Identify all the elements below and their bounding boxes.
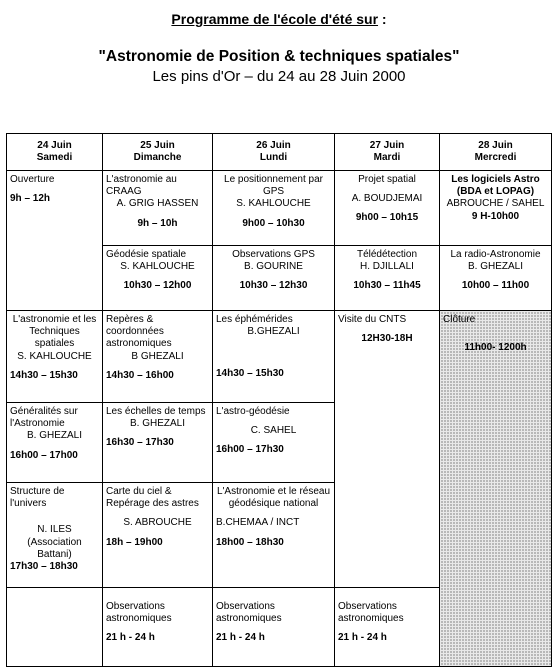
session-reference-frames	[103, 311, 213, 403]
session-astronomy-generalities	[7, 403, 103, 483]
session-title: Observations GPS	[232, 249, 315, 260]
session-time: 11h00- 1200h	[464, 342, 527, 354]
session-speaker: B. GOURINE	[244, 261, 303, 273]
session-closing	[440, 311, 552, 667]
day-header-saturday	[7, 134, 103, 171]
day-name: Mercredi	[474, 152, 517, 163]
session-speaker: B GHEZALI	[131, 350, 184, 362]
session-time: 14h30 – 16h00	[106, 369, 174, 381]
session-speaker: B. GHEZALI	[129, 418, 185, 430]
session-opening	[7, 171, 103, 311]
session-time: 9h00 – 10h15	[355, 212, 419, 224]
session-remote-sensing	[335, 246, 440, 311]
day-header-sunday	[103, 134, 213, 171]
session-title: Carte du ciel & Repérage des astres	[106, 486, 199, 510]
session-speaker: S. ABROUCHE	[123, 517, 192, 529]
session-astro-geodesy	[213, 403, 335, 483]
document-subtitle: "Astronomie de Position & techniques spatiales"	[98, 48, 460, 65]
place-and-dates: Les pins d'Or – du 24 au 28 Juin 2000	[152, 68, 406, 85]
session-time: 9h – 12h	[10, 193, 51, 205]
day-header-monday	[213, 134, 335, 171]
document-title	[0, 11, 558, 27]
session-title: La radio-Astronomie	[450, 249, 541, 260]
session-title: Observations astronomiques	[106, 601, 172, 625]
empty-cell-saturday-evening	[7, 588, 103, 667]
session-time: 18h00 – 18h30	[216, 536, 284, 548]
session-time: 14h30 – 15h30	[10, 369, 78, 381]
session-title: Observations astronomiques	[216, 601, 282, 625]
session-speaker: S. KAHLOUCHE	[236, 198, 311, 210]
session-cnts-visit	[335, 311, 440, 588]
session-time: 17h30 – 18h30	[10, 560, 78, 572]
session-speaker: C. SAHEL	[250, 425, 297, 437]
session-time: 18h – 19h00	[106, 536, 163, 548]
session-title: Projet spatial	[358, 174, 416, 185]
day-header-wednesday	[440, 134, 552, 171]
session-affiliation: (Association Battani)	[27, 536, 82, 560]
session-speaker: B. GHEZALI	[467, 261, 523, 273]
session-title: Télédétection	[356, 249, 418, 260]
session-time: 21 h - 24 h	[216, 632, 265, 644]
day-date: 24 Juin	[37, 139, 72, 151]
session-geodetic-network	[213, 483, 335, 588]
session-title: L'astronomie et les Techniques spatiales	[12, 314, 97, 350]
session-title: Repères & coordonnées astronomiques	[106, 314, 172, 350]
session-title: Les éphémérides	[216, 314, 293, 325]
session-title: L'astronomie au CRAAG	[106, 174, 177, 198]
session-astronomy-space-techniques	[7, 311, 103, 403]
day-name: Mardi	[373, 152, 401, 163]
session-astro-software	[440, 171, 552, 246]
session-universe-structure	[7, 483, 103, 588]
session-title: Géodésie spatiale	[106, 249, 187, 260]
session-title: Généralités sur l'Astronomie	[10, 406, 78, 430]
session-time: 14h30 – 15h30	[216, 368, 284, 380]
session-time: 10h00 – 11h00	[461, 280, 530, 292]
session-speaker: B.GHEZALI	[247, 326, 300, 338]
session-time: 10h30 – 12h30	[239, 280, 308, 292]
session-speaker: S. KAHLOUCHE	[17, 350, 92, 362]
session-speaker: A. GRIG HASSEN	[116, 198, 199, 210]
session-ephemerides	[213, 311, 335, 403]
schedule-table	[6, 133, 552, 667]
session-title: Les logiciels Astro (BDA et LOPAG)	[451, 174, 540, 198]
session-time: 16h00 – 17h30	[216, 444, 284, 456]
session-observations-tuesday	[335, 588, 440, 667]
title-colon: :	[378, 11, 387, 27]
session-speaker: ABROUCHE / SAHEL	[446, 198, 545, 210]
session-title: Ouverture	[10, 174, 55, 185]
session-observations-monday	[213, 588, 335, 667]
session-sky-map	[103, 483, 213, 588]
session-time: 9h00 – 10h30	[242, 217, 305, 229]
day-name: Dimanche	[133, 152, 182, 163]
day-name: Lundi	[259, 152, 288, 163]
day-date: 26 Juin	[256, 139, 291, 151]
session-speaker: B.CHEMAA / INCT	[216, 517, 300, 529]
day-date: 25 Juin	[140, 139, 175, 151]
session-space-project	[335, 171, 440, 246]
session-time: 9h – 10h	[137, 217, 178, 229]
day-date: 27 Juin	[369, 139, 405, 151]
session-time: 12H30-18H	[361, 333, 413, 345]
session-time: 21 h - 24 h	[106, 632, 155, 644]
session-observations-sunday	[103, 588, 213, 667]
session-speaker: N. ILES	[37, 524, 72, 536]
session-space-geodesy	[103, 246, 213, 311]
session-time-scales	[103, 403, 213, 483]
session-title: Structure de l'univers	[10, 486, 65, 510]
session-title: L'astro-géodésie	[216, 406, 290, 417]
session-time: 10h30 – 12h00	[123, 280, 192, 292]
session-title: L'Astronomie et le réseau géodésique national	[216, 486, 331, 510]
session-time: 10h30 – 11h45	[353, 280, 421, 292]
session-gps-observations	[213, 246, 335, 311]
day-header-tuesday	[335, 134, 440, 171]
session-gps	[213, 171, 335, 246]
session-title: Les échelles de temps	[106, 406, 206, 417]
title-text: Programme de l'école d'été sur	[171, 11, 379, 27]
session-craag	[103, 171, 213, 246]
day-date: 28 Juin	[478, 139, 513, 151]
session-speaker: A. BOUDJEMAI	[351, 193, 423, 205]
session-title: Visite du CNTS	[338, 314, 407, 325]
session-title: Le positionnement par GPS	[224, 174, 323, 198]
session-radio-astronomy	[440, 246, 552, 311]
session-speaker: H. DJILLALI	[360, 261, 414, 273]
session-speaker: B. GHEZALI	[26, 430, 82, 442]
session-title: Clôture	[443, 314, 476, 325]
session-title: Observations astronomiques	[338, 601, 404, 625]
session-time: 9 H-10h00	[471, 210, 520, 222]
day-name: Samedi	[36, 152, 73, 163]
session-time: 16h30 – 17h30	[106, 437, 174, 449]
session-speaker: S. KAHLOUCHE	[120, 261, 195, 273]
session-time: 21 h - 24 h	[338, 632, 387, 644]
session-time: 16h00 – 17h00	[10, 449, 78, 461]
